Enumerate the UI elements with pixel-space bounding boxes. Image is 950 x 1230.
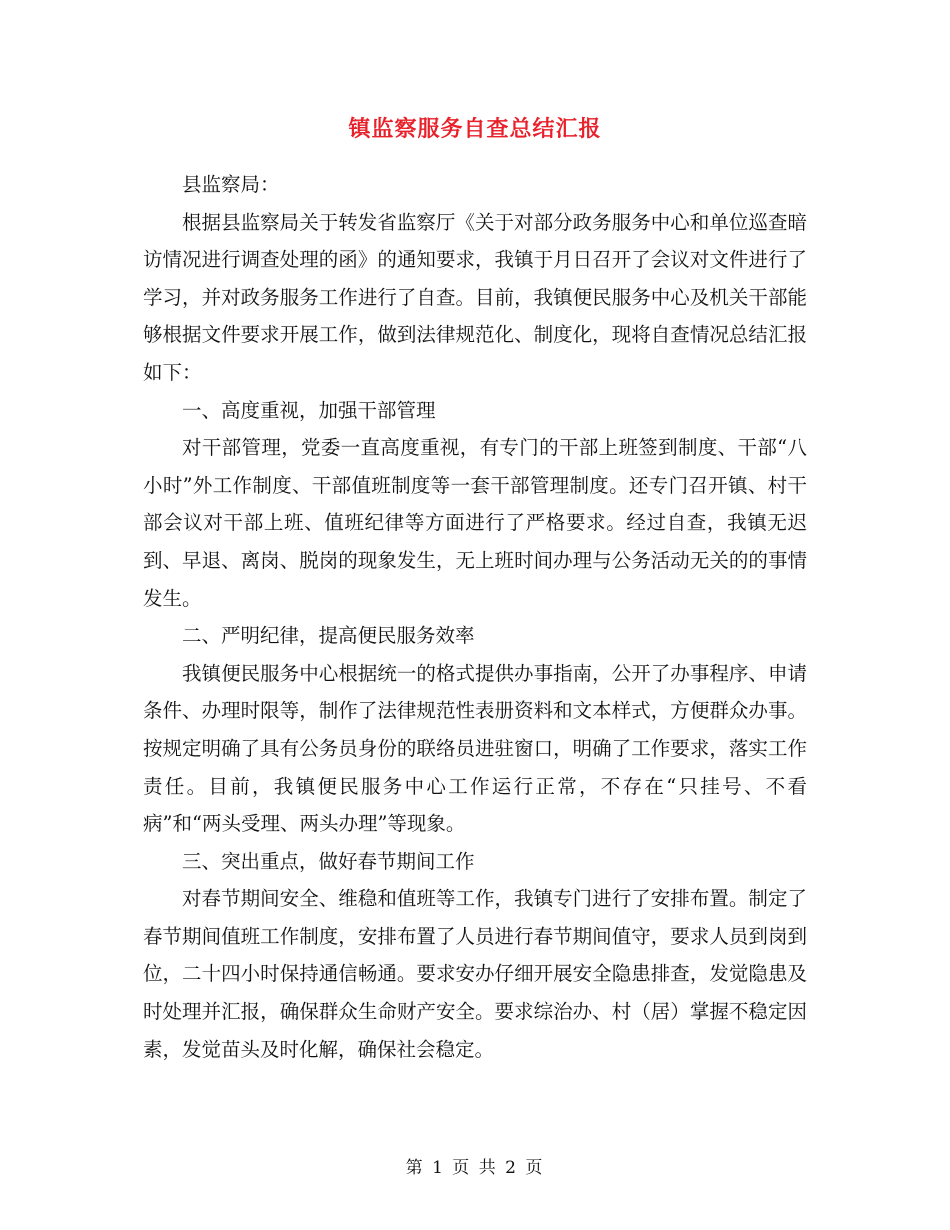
addressee: 县监察局： xyxy=(182,173,280,196)
section-heading-1: 一、高度重视，加强干部管理 xyxy=(182,398,436,422)
section-2-paragraph: 我镇便民服务中心根据统一的格式提供办事指南，公开了办事程序、申请条件、办理时限等，制作了法律规范性表册资料和文本样式，方便群众办事。按规定明确了具有公务员身份的联络员进驻窗口，明确了工作要求，落实工作责任。目前，我镇便民服务中心工作运行正常，不存在“只挂号、不看病”和“两头受理、两头办理”等现象。 xyxy=(143,661,807,836)
page-number-footer: 第 1 页 共 2 页 xyxy=(405,1158,545,1178)
section-3-paragraph: 对春节期间安全、维稳和值班等工作，我镇专门进行了安排布置。制定了春节期间值班工作制度，安排布置了人员进行春节期间值守，要求人员到岗到位，二十四小时保持通信畅通。要求安办仔细开展安全隐患排查，发觉隐患及时处理并汇报，确保群众生命财产安全。要求综治办、村（居）掌握不稳定因素，发觉苗头及时化解，确保社会稳定。 xyxy=(143,887,807,1061)
section-heading-3: 三、突出重点，做好春节期间工作 xyxy=(182,849,475,873)
section-1-paragraph: 对干部管理，党委一直高度重视，有专门的干部上班签到制度、干部“八小时”外工作制度、干部值班制度等一套干部管理制度。还专门召开镇、村干部会议对干部上班、值班纪律等方面进行了严格要求。经过自查，我镇无迟到、早退、离岗、脱岗的现象发生，无上班时间办理与公务活动无关的的事情发生。 xyxy=(143,436,807,610)
document-title: 镇监察服务自查总结汇报 xyxy=(348,117,602,142)
section-heading-2: 二、严明纪律，提高便民服务效率 xyxy=(182,624,475,648)
intro-paragraph: 根据县监察局关于转发省监察厅《关于对部分政务服务中心和单位巡查暗访情况进行调查处理的函》的通知要求，我镇于月日召开了会议对文件进行了学习，并对政务服务工作进行了自查。目前，我镇便民服务中心及机关干部能够根据文件要求开展工作，做到法律规范化、制度化，现将自查情况总结汇报如下： xyxy=(143,210,807,384)
document-body xyxy=(143,166,807,1068)
